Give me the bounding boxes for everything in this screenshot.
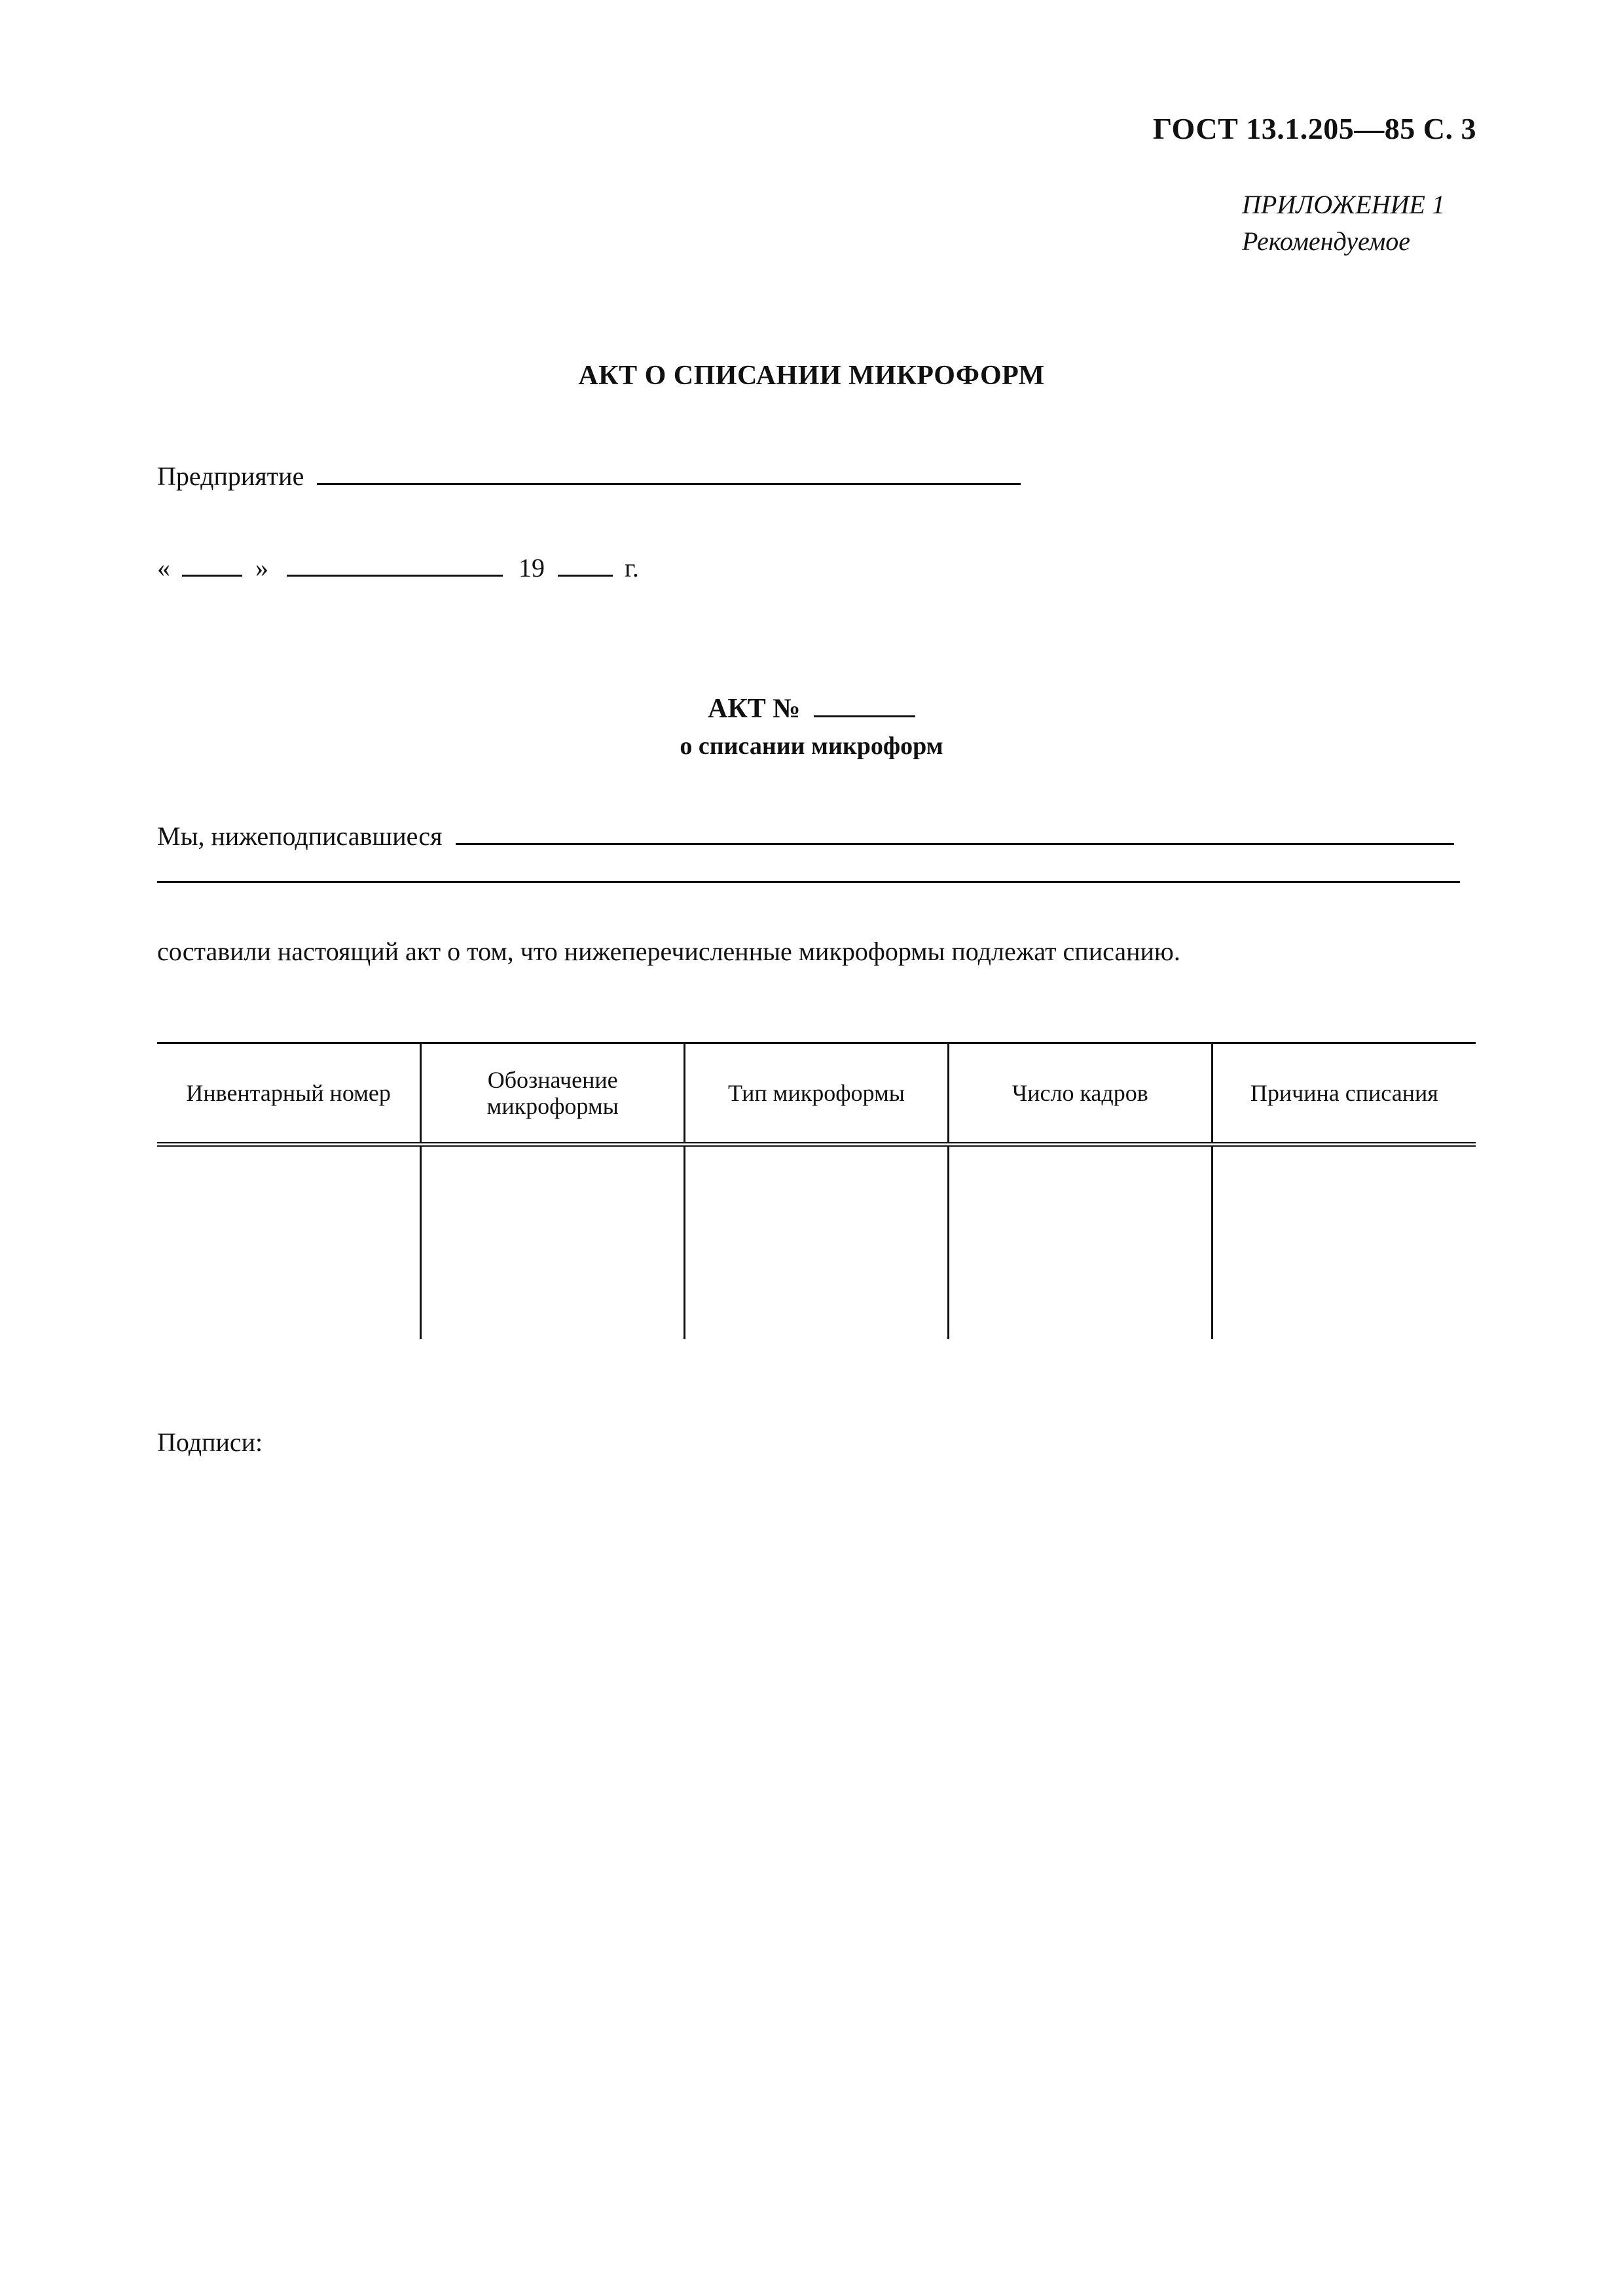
column-header: Тип микроформы [685,1043,949,1145]
year-field[interactable] [558,550,613,577]
microform-table [157,1042,1476,1339]
act-number-row [0,691,1623,725]
document-title: АКТ О СПИСАНИИ МИКРОФОРМ [578,361,1045,391]
day-field[interactable] [182,550,242,577]
table-cell[interactable] [685,1145,949,1340]
enterprise-row [157,458,1021,492]
date-row [157,550,639,583]
appendix-label [1242,187,1445,260]
column-header: Число кадров [948,1043,1212,1145]
year-suffix: г. [625,553,639,583]
undersigned-label: Мы, нижеподписавшиеся [157,821,443,851]
column-header: Инвентарный номер [157,1043,421,1145]
table-cell[interactable] [157,1145,421,1340]
undersigned-field[interactable] [456,818,1454,845]
statement-text: составили настоящий акт о том, что нижеперечисленные микроформы подлежат списанию. [157,937,1180,966]
signatures-label: Подписи: [157,1427,263,1457]
month-field[interactable] [287,550,503,577]
enterprise-field[interactable] [317,458,1021,485]
date-close-quote: » [255,553,268,583]
page-header: ГОСТ 13.1.205—85 С. 3 [1152,112,1476,145]
act-subtitle: о списании микроформ [680,732,943,760]
table-header-row [157,1043,1476,1145]
column-header: Причина списания [1212,1043,1476,1145]
table-cell[interactable] [421,1145,685,1340]
enterprise-label: Предприятие [157,461,304,491]
year-prefix: 19 [519,553,545,583]
column-header: Обозначение микроформы [421,1043,685,1145]
appendix-status: Рекомендуемое [1242,226,1411,256]
table-cell[interactable] [948,1145,1212,1340]
act-number-label: АКТ № [707,694,801,724]
date-open-quote: « [157,553,170,583]
act-number-field[interactable] [814,691,915,717]
undersigned-continuation-field[interactable] [157,881,1460,883]
table-cell[interactable] [1212,1145,1476,1340]
appendix-number: ПРИЛОЖЕНИЕ 1 [1242,190,1445,219]
undersigned-row [157,818,1454,852]
table-row [157,1145,1476,1340]
